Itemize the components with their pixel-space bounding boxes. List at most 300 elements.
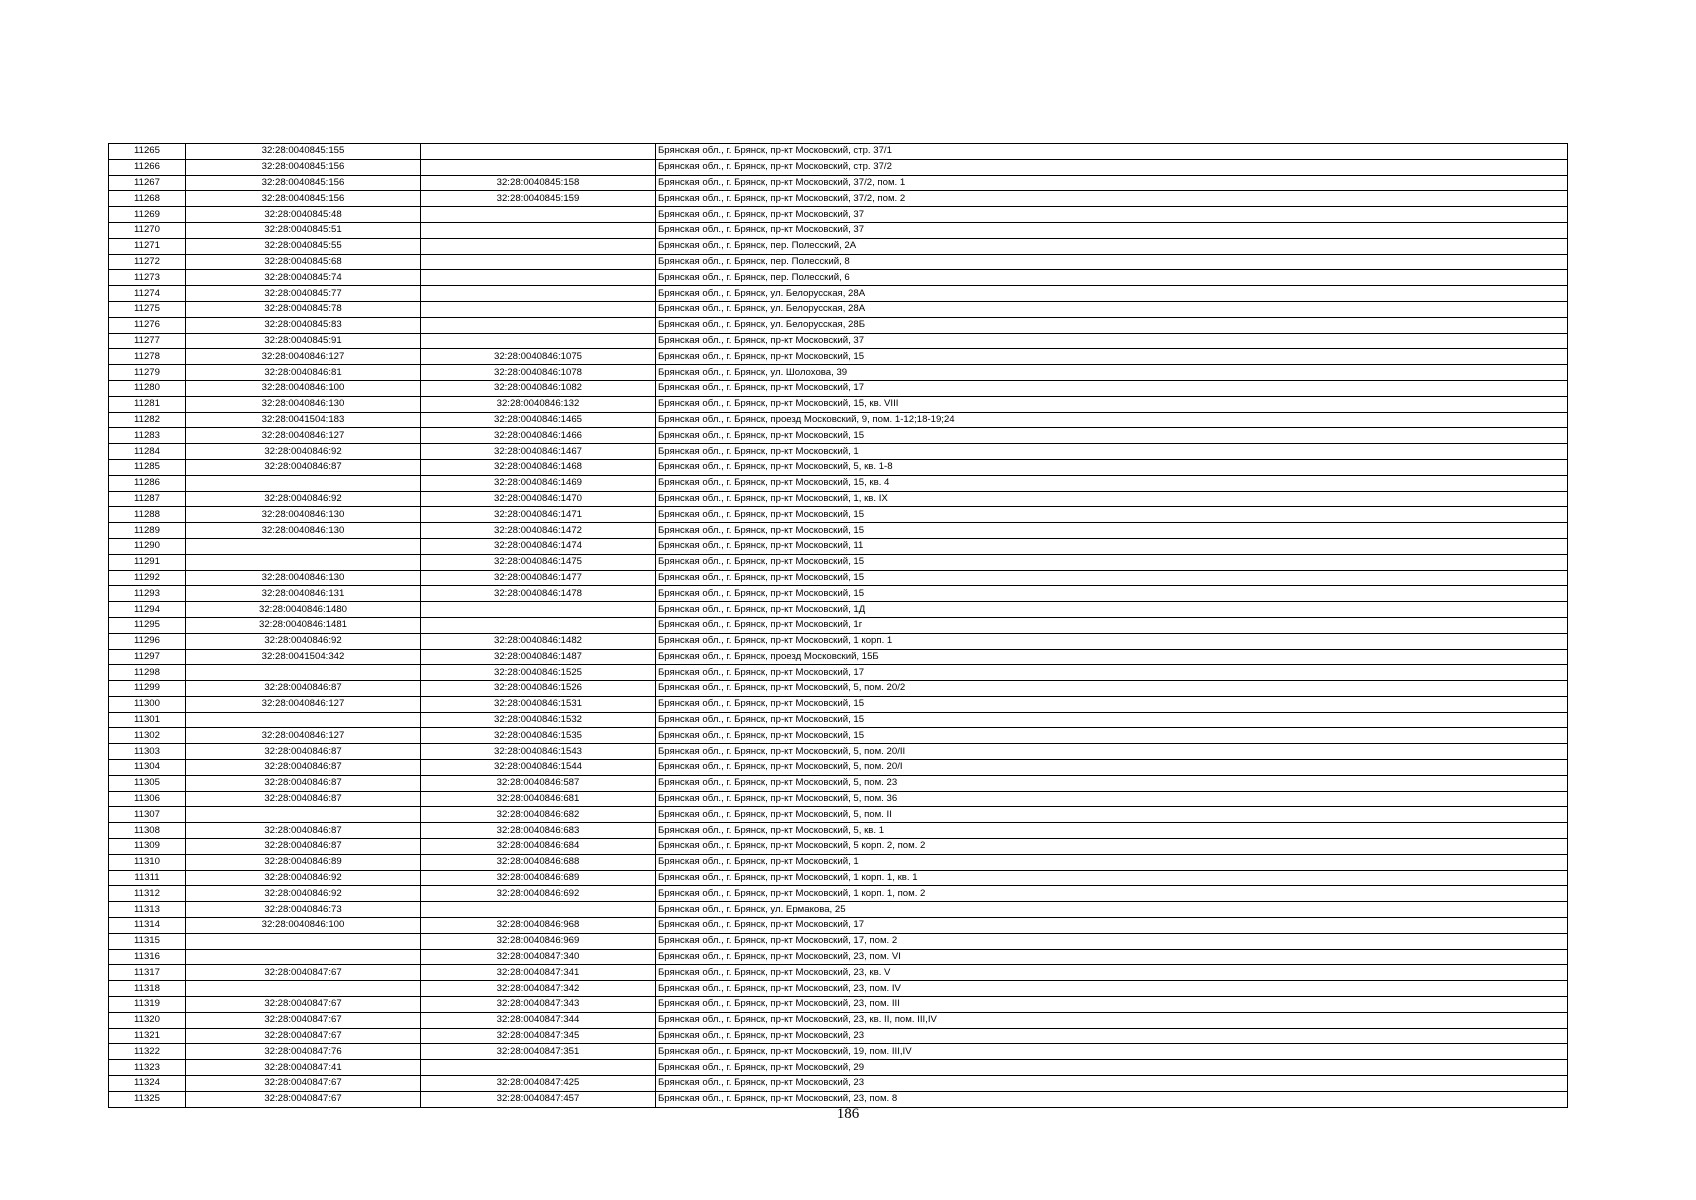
address-cell: Брянская обл., г. Брянск, пр-кт Московский, 15 xyxy=(656,554,1568,570)
table-row xyxy=(109,1091,1568,1107)
row-number-cell: 11291 xyxy=(109,554,186,570)
object-cadastral-number-cell: 32:28:0040846:1474 xyxy=(421,538,656,554)
row-number-cell: 11296 xyxy=(109,633,186,649)
table-row xyxy=(109,854,1568,870)
object-cadastral-number-cell: 32:28:0040846:1469 xyxy=(421,475,656,491)
table-row xyxy=(109,886,1568,902)
table-row xyxy=(109,523,1568,539)
table-row xyxy=(109,459,1568,475)
address-cell: Брянская обл., г. Брянск, пр-кт Московский, 1 корп. 1, пом. 2 xyxy=(656,886,1568,902)
cadastral-number-cell: 32:28:0040845:156 xyxy=(186,175,421,191)
object-cadastral-number-cell xyxy=(421,222,656,238)
object-cadastral-number-cell: 32:28:0040846:1487 xyxy=(421,649,656,665)
row-number-cell: 11292 xyxy=(109,570,186,586)
table-row xyxy=(109,760,1568,776)
table-row xyxy=(109,301,1568,317)
row-number-cell: 11301 xyxy=(109,712,186,728)
cadastral-number-cell: 32:28:0040845:51 xyxy=(186,222,421,238)
table-row xyxy=(109,207,1568,223)
object-cadastral-number-cell: 32:28:0040846:1475 xyxy=(421,554,656,570)
row-number-cell: 11303 xyxy=(109,744,186,760)
object-cadastral-number-cell: 32:28:0040846:1535 xyxy=(421,728,656,744)
object-cadastral-number-cell: 32:28:0040846:682 xyxy=(421,807,656,823)
row-number-cell: 11311 xyxy=(109,870,186,886)
address-cell: Брянская обл., г. Брянск, пр-кт Московский, 1 корп. 1, кв. 1 xyxy=(656,870,1568,886)
cadastral-number-cell: 32:28:0040846:127 xyxy=(186,728,421,744)
address-cell: Брянская обл., г. Брянск, ул. Ермакова, 25 xyxy=(656,902,1568,918)
address-cell: Брянская обл., г. Брянск, проезд Московский, 15Б xyxy=(656,649,1568,665)
row-number-cell: 11282 xyxy=(109,412,186,428)
table-row xyxy=(109,902,1568,918)
table-row xyxy=(109,744,1568,760)
object-cadastral-number-cell: 32:28:0040846:969 xyxy=(421,933,656,949)
table-row xyxy=(109,396,1568,412)
object-cadastral-number-cell xyxy=(421,1060,656,1076)
table-row xyxy=(109,507,1568,523)
object-cadastral-number-cell: 32:28:0040847:457 xyxy=(421,1091,656,1107)
table-row xyxy=(109,380,1568,396)
address-cell: Брянская обл., г. Брянск, пр-кт Московский, 5, пом. 23 xyxy=(656,775,1568,791)
table-row xyxy=(109,144,1568,160)
cadastral-number-cell: 32:28:0040846:131 xyxy=(186,586,421,602)
row-number-cell: 11281 xyxy=(109,396,186,412)
address-cell: Брянская обл., г. Брянск, пр-кт Московский, 23 xyxy=(656,1076,1568,1092)
cadastral-number-cell: 32:28:0040845:156 xyxy=(186,159,421,175)
cadastral-number-cell xyxy=(186,665,421,681)
object-cadastral-number-cell xyxy=(421,317,656,333)
address-cell: Брянская обл., г. Брянск, пр-кт Московский, 5, кв. 1 xyxy=(656,823,1568,839)
cadastral-number-cell: 32:28:0040846:1480 xyxy=(186,602,421,618)
table-row xyxy=(109,475,1568,491)
row-number-cell: 11289 xyxy=(109,523,186,539)
row-number-cell: 11294 xyxy=(109,602,186,618)
row-number-cell: 11322 xyxy=(109,1044,186,1060)
cadastral-number-cell: 32:28:0040847:67 xyxy=(186,1076,421,1092)
address-cell: Брянская обл., г. Брянск, пр-кт Московский, 23 xyxy=(656,1028,1568,1044)
address-cell: Брянская обл., г. Брянск, пр-кт Московский, 17 xyxy=(656,918,1568,934)
row-number-cell: 11290 xyxy=(109,538,186,554)
address-cell: Брянская обл., г. Брянск, пр-кт Московский, 11 xyxy=(656,538,1568,554)
cadastral-number-cell: 32:28:0040845:78 xyxy=(186,301,421,317)
address-cell: Брянская обл., г. Брянск, проезд Московский, 9, пом. 1-12;18-19;24 xyxy=(656,412,1568,428)
row-number-cell: 11269 xyxy=(109,207,186,223)
address-cell: Брянская обл., г. Брянск, пр-кт Московский, 17 xyxy=(656,665,1568,681)
cadastral-number-cell: 32:28:0041504:342 xyxy=(186,649,421,665)
row-number-cell: 11324 xyxy=(109,1076,186,1092)
object-cadastral-number-cell: 32:28:0040846:1478 xyxy=(421,586,656,602)
table-row xyxy=(109,175,1568,191)
row-number-cell: 11271 xyxy=(109,238,186,254)
cadastral-number-cell: 32:28:0040846:87 xyxy=(186,459,421,475)
cadastral-number-cell: 32:28:0040846:127 xyxy=(186,428,421,444)
object-cadastral-number-cell: 32:28:0040847:341 xyxy=(421,965,656,981)
row-number-cell: 11287 xyxy=(109,491,186,507)
row-number-cell: 11279 xyxy=(109,365,186,381)
address-cell: Брянская обл., г. Брянск, ул. Белорусская, 28Б xyxy=(656,317,1568,333)
address-cell: Брянская обл., г. Брянск, пр-кт Московский, 37 xyxy=(656,207,1568,223)
address-cell: Брянская обл., г. Брянск, пр-кт Московский, 5, пом. 20/II xyxy=(656,744,1568,760)
table-row xyxy=(109,365,1568,381)
object-cadastral-number-cell xyxy=(421,902,656,918)
row-number-cell: 11325 xyxy=(109,1091,186,1107)
page-number: 186 xyxy=(836,1106,860,1122)
row-number-cell: 11309 xyxy=(109,839,186,855)
row-number-cell: 11273 xyxy=(109,270,186,286)
table-row xyxy=(109,696,1568,712)
object-cadastral-number-cell: 32:28:0040846:1482 xyxy=(421,633,656,649)
object-cadastral-number-cell: 32:28:0040846:1526 xyxy=(421,681,656,697)
object-cadastral-number-cell xyxy=(421,207,656,223)
cadastral-number-cell: 32:28:0040846:87 xyxy=(186,791,421,807)
object-cadastral-number-cell: 32:28:0040846:1477 xyxy=(421,570,656,586)
property-register-table xyxy=(108,143,1568,1108)
row-number-cell: 11305 xyxy=(109,775,186,791)
object-cadastral-number-cell: 32:28:0040846:688 xyxy=(421,854,656,870)
table-row xyxy=(109,570,1568,586)
address-cell: Брянская обл., г. Брянск, пр-кт Московский, 1Д xyxy=(656,602,1568,618)
object-cadastral-number-cell: 32:28:0040847:343 xyxy=(421,997,656,1013)
cadastral-number-cell: 32:28:0040847:76 xyxy=(186,1044,421,1060)
object-cadastral-number-cell: 32:28:0040847:340 xyxy=(421,949,656,965)
address-cell: Брянская обл., г. Брянск, пр-кт Московский, 1 корп. 1 xyxy=(656,633,1568,649)
row-number-cell: 11302 xyxy=(109,728,186,744)
row-number-cell: 11295 xyxy=(109,617,186,633)
cadastral-number-cell: 32:28:0040846:92 xyxy=(186,491,421,507)
cadastral-number-cell: 32:28:0040845:48 xyxy=(186,207,421,223)
row-number-cell: 11300 xyxy=(109,696,186,712)
cadastral-number-cell: 32:28:0040846:87 xyxy=(186,760,421,776)
cadastral-number-cell: 32:28:0040846:100 xyxy=(186,380,421,396)
table-row xyxy=(109,270,1568,286)
object-cadastral-number-cell: 32:28:0040846:1468 xyxy=(421,459,656,475)
object-cadastral-number-cell: 32:28:0040846:1532 xyxy=(421,712,656,728)
address-cell: Брянская обл., г. Брянск, пр-кт Московский, 37 xyxy=(656,222,1568,238)
address-cell: Брянская обл., г. Брянск, пер. Полесский, 6 xyxy=(656,270,1568,286)
table-row xyxy=(109,538,1568,554)
address-cell: Брянская обл., г. Брянск, пер. Полесский, 2А xyxy=(656,238,1568,254)
cadastral-number-cell: 32:28:0040845:55 xyxy=(186,238,421,254)
table-row xyxy=(109,918,1568,934)
address-cell: Брянская обл., г. Брянск, пр-кт Московский, 1 xyxy=(656,854,1568,870)
table-row xyxy=(109,933,1568,949)
address-cell: Брянская обл., г. Брянск, пр-кт Московский, 1 xyxy=(656,444,1568,460)
cadastral-number-cell xyxy=(186,949,421,965)
cadastral-number-cell xyxy=(186,712,421,728)
row-number-cell: 11268 xyxy=(109,191,186,207)
table-row xyxy=(109,665,1568,681)
row-number-cell: 11304 xyxy=(109,760,186,776)
row-number-cell: 11308 xyxy=(109,823,186,839)
row-number-cell: 11310 xyxy=(109,854,186,870)
row-number-cell: 11314 xyxy=(109,918,186,934)
address-cell: Брянская обл., г. Брянск, пр-кт Московский, 1г xyxy=(656,617,1568,633)
address-cell: Брянская обл., г. Брянск, пр-кт Московский, 37/2, пом. 2 xyxy=(656,191,1568,207)
row-number-cell: 11280 xyxy=(109,380,186,396)
address-cell: Брянская обл., г. Брянск, пр-кт Московский, 5, пом. 20/I xyxy=(656,760,1568,776)
row-number-cell: 11270 xyxy=(109,222,186,238)
cadastral-number-cell: 32:28:0040846:130 xyxy=(186,396,421,412)
row-number-cell: 11298 xyxy=(109,665,186,681)
row-number-cell: 11323 xyxy=(109,1060,186,1076)
address-cell: Брянская обл., г. Брянск, пр-кт Московский, 5 корп. 2, пом. 2 xyxy=(656,839,1568,855)
object-cadastral-number-cell: 32:28:0040846:684 xyxy=(421,839,656,855)
object-cadastral-number-cell: 32:28:0040846:1543 xyxy=(421,744,656,760)
cadastral-number-cell: 32:28:0040846:92 xyxy=(186,444,421,460)
row-number-cell: 11283 xyxy=(109,428,186,444)
object-cadastral-number-cell: 32:28:0040846:1471 xyxy=(421,507,656,523)
cadastral-number-cell: 32:28:0040846:127 xyxy=(186,696,421,712)
cadastral-number-cell: 32:28:0040846:92 xyxy=(186,886,421,902)
address-cell: Брянская обл., г. Брянск, пер. Полесский, 8 xyxy=(656,254,1568,270)
cadastral-number-cell: 32:28:0040846:81 xyxy=(186,365,421,381)
table-row xyxy=(109,554,1568,570)
address-cell: Брянская обл., г. Брянск, пр-кт Московский, стр. 37/1 xyxy=(656,144,1568,160)
object-cadastral-number-cell: 32:28:0040847:345 xyxy=(421,1028,656,1044)
table-row xyxy=(109,728,1568,744)
row-number-cell: 11275 xyxy=(109,301,186,317)
cadastral-number-cell xyxy=(186,538,421,554)
object-cadastral-number-cell: 32:28:0040847:344 xyxy=(421,1012,656,1028)
object-cadastral-number-cell: 32:28:0040846:1472 xyxy=(421,523,656,539)
cadastral-number-cell: 32:28:0040847:67 xyxy=(186,1091,421,1107)
cadastral-number-cell: 32:28:0040846:92 xyxy=(186,870,421,886)
object-cadastral-number-cell: 32:28:0040846:1467 xyxy=(421,444,656,460)
table-row xyxy=(109,823,1568,839)
cadastral-number-cell: 32:28:0040846:127 xyxy=(186,349,421,365)
row-number-cell: 11306 xyxy=(109,791,186,807)
table-row xyxy=(109,965,1568,981)
object-cadastral-number-cell: 32:28:0040846:692 xyxy=(421,886,656,902)
table-row xyxy=(109,617,1568,633)
address-cell: Брянская обл., г. Брянск, ул. Белорусская, 28А xyxy=(656,286,1568,302)
object-cadastral-number-cell: 32:28:0040846:1078 xyxy=(421,365,656,381)
address-cell: Брянская обл., г. Брянск, пр-кт Московский, 37/2, пом. 1 xyxy=(656,175,1568,191)
table-row xyxy=(109,633,1568,649)
address-cell: Брянская обл., г. Брянск, пр-кт Московский, 15, кв. VIII xyxy=(656,396,1568,412)
table-row xyxy=(109,159,1568,175)
address-cell: Брянская обл., г. Брянск, пр-кт Московский, 15 xyxy=(656,349,1568,365)
address-cell: Брянская обл., г. Брянск, пр-кт Московский, 5, пом. 36 xyxy=(656,791,1568,807)
table-row xyxy=(109,1076,1568,1092)
row-number-cell: 11297 xyxy=(109,649,186,665)
object-cadastral-number-cell: 32:28:0040846:681 xyxy=(421,791,656,807)
object-cadastral-number-cell: 32:28:0040847:351 xyxy=(421,1044,656,1060)
object-cadastral-number-cell xyxy=(421,270,656,286)
table-row xyxy=(109,775,1568,791)
table-row xyxy=(109,428,1568,444)
address-cell: Брянская обл., г. Брянск, пр-кт Московский, 15 xyxy=(656,728,1568,744)
object-cadastral-number-cell: 32:28:0040845:159 xyxy=(421,191,656,207)
row-number-cell: 11278 xyxy=(109,349,186,365)
address-cell: Брянская обл., г. Брянск, пр-кт Московский, 29 xyxy=(656,1060,1568,1076)
object-cadastral-number-cell: 32:28:0040846:1466 xyxy=(421,428,656,444)
cadastral-number-cell: 32:28:0040847:41 xyxy=(186,1060,421,1076)
row-number-cell: 11266 xyxy=(109,159,186,175)
row-number-cell: 11286 xyxy=(109,475,186,491)
row-number-cell: 11319 xyxy=(109,997,186,1013)
object-cadastral-number-cell: 32:28:0040847:425 xyxy=(421,1076,656,1092)
row-number-cell: 11288 xyxy=(109,507,186,523)
address-cell: Брянская обл., г. Брянск, пр-кт Московский, 15 xyxy=(656,712,1568,728)
address-cell: Брянская обл., г. Брянск, пр-кт Московский, 15 xyxy=(656,428,1568,444)
object-cadastral-number-cell: 32:28:0040846:132 xyxy=(421,396,656,412)
object-cadastral-number-cell: 32:28:0040846:1465 xyxy=(421,412,656,428)
object-cadastral-number-cell: 32:28:0040847:342 xyxy=(421,981,656,997)
row-number-cell: 11293 xyxy=(109,586,186,602)
object-cadastral-number-cell xyxy=(421,617,656,633)
table-row xyxy=(109,238,1568,254)
object-cadastral-number-cell xyxy=(421,254,656,270)
row-number-cell: 11315 xyxy=(109,933,186,949)
table-row xyxy=(109,712,1568,728)
row-number-cell: 11276 xyxy=(109,317,186,333)
address-cell: Брянская обл., г. Брянск, пр-кт Московский, 5, пом. II xyxy=(656,807,1568,823)
row-number-cell: 11284 xyxy=(109,444,186,460)
object-cadastral-number-cell: 32:28:0040846:1531 xyxy=(421,696,656,712)
address-cell: Брянская обл., г. Брянск, пр-кт Московский, 23, кв. V xyxy=(656,965,1568,981)
cadastral-number-cell xyxy=(186,981,421,997)
cadastral-number-cell xyxy=(186,475,421,491)
table-row xyxy=(109,1060,1568,1076)
object-cadastral-number-cell: 32:28:0040846:1470 xyxy=(421,491,656,507)
cadastral-number-cell: 32:28:0040846:130 xyxy=(186,507,421,523)
object-cadastral-number-cell: 32:28:0040846:1544 xyxy=(421,760,656,776)
row-number-cell: 11272 xyxy=(109,254,186,270)
row-number-cell: 11317 xyxy=(109,965,186,981)
table-row xyxy=(109,1044,1568,1060)
table-row xyxy=(109,997,1568,1013)
row-number-cell: 11321 xyxy=(109,1028,186,1044)
address-cell: Брянская обл., г. Брянск, пр-кт Московский, 23, пом. IV xyxy=(656,981,1568,997)
table-row xyxy=(109,333,1568,349)
cadastral-number-cell: 32:28:0040845:77 xyxy=(186,286,421,302)
address-cell: Брянская обл., г. Брянск, пр-кт Московский, 15 xyxy=(656,523,1568,539)
table-row xyxy=(109,412,1568,428)
cadastral-number-cell: 32:28:0040847:67 xyxy=(186,1028,421,1044)
address-cell: Брянская обл., г. Брянск, пр-кт Московский, 37 xyxy=(656,333,1568,349)
table-row xyxy=(109,491,1568,507)
cadastral-number-cell: 32:28:0040847:67 xyxy=(186,1012,421,1028)
cadastral-number-cell: 32:28:0040846:130 xyxy=(186,570,421,586)
cadastral-number-cell: 32:28:0040845:74 xyxy=(186,270,421,286)
table-row xyxy=(109,870,1568,886)
row-number-cell: 11312 xyxy=(109,886,186,902)
object-cadastral-number-cell: 32:28:0040846:689 xyxy=(421,870,656,886)
cadastral-number-cell: 32:28:0040846:89 xyxy=(186,854,421,870)
address-cell: Брянская обл., г. Брянск, пр-кт Московский, 5, кв. 1-8 xyxy=(656,459,1568,475)
address-cell: Брянская обл., г. Брянск, пр-кт Московский, 1, кв. IX xyxy=(656,491,1568,507)
table-row xyxy=(109,807,1568,823)
table-row xyxy=(109,444,1568,460)
cadastral-number-cell: 32:28:0040846:92 xyxy=(186,633,421,649)
object-cadastral-number-cell xyxy=(421,301,656,317)
cadastral-number-cell: 32:28:0040847:67 xyxy=(186,997,421,1013)
object-cadastral-number-cell: 32:28:0040846:1525 xyxy=(421,665,656,681)
address-cell: Брянская обл., г. Брянск, пр-кт Московский, 15 xyxy=(656,507,1568,523)
cadastral-number-cell: 32:28:0041504:183 xyxy=(186,412,421,428)
address-cell: Брянская обл., г. Брянск, пр-кт Московский, 19, пом. III,IV xyxy=(656,1044,1568,1060)
cadastral-number-cell xyxy=(186,807,421,823)
table-row xyxy=(109,349,1568,365)
cadastral-number-cell: 32:28:0040846:73 xyxy=(186,902,421,918)
address-cell: Брянская обл., г. Брянск, ул. Белорусская, 28А xyxy=(656,301,1568,317)
address-cell: Брянская обл., г. Брянск, пр-кт Московский, 15 xyxy=(656,586,1568,602)
cadastral-number-cell: 32:28:0040845:68 xyxy=(186,254,421,270)
row-number-cell: 11285 xyxy=(109,459,186,475)
cadastral-number-cell: 32:28:0040846:87 xyxy=(186,839,421,855)
table-row xyxy=(109,1028,1568,1044)
address-cell: Брянская обл., г. Брянск, пр-кт Московский, 17, пом. 2 xyxy=(656,933,1568,949)
row-number-cell: 11307 xyxy=(109,807,186,823)
cadastral-number-cell: 32:28:0040846:100 xyxy=(186,918,421,934)
table-row xyxy=(109,602,1568,618)
cadastral-number-cell: 32:28:0040845:83 xyxy=(186,317,421,333)
cadastral-number-cell: 32:28:0040846:87 xyxy=(186,823,421,839)
cadastral-number-cell xyxy=(186,554,421,570)
address-cell: Брянская обл., г. Брянск, пр-кт Московский, 15 xyxy=(656,696,1568,712)
object-cadastral-number-cell xyxy=(421,602,656,618)
table-row xyxy=(109,222,1568,238)
table-row xyxy=(109,286,1568,302)
table-row xyxy=(109,1012,1568,1028)
row-number-cell: 11318 xyxy=(109,981,186,997)
object-cadastral-number-cell: 32:28:0040846:968 xyxy=(421,918,656,934)
cadastral-number-cell: 32:28:0040846:130 xyxy=(186,523,421,539)
cadastral-number-cell: 32:28:0040846:87 xyxy=(186,744,421,760)
table-row xyxy=(109,649,1568,665)
address-cell: Брянская обл., г. Брянск, пр-кт Московский, 23, пом. III xyxy=(656,997,1568,1013)
object-cadastral-number-cell: 32:28:0040846:683 xyxy=(421,823,656,839)
table-row xyxy=(109,586,1568,602)
cadastral-number-cell: 32:28:0040845:155 xyxy=(186,144,421,160)
row-number-cell: 11274 xyxy=(109,286,186,302)
object-cadastral-number-cell: 32:28:0040845:158 xyxy=(421,175,656,191)
cadastral-number-cell: 32:28:0040846:87 xyxy=(186,775,421,791)
address-cell: Брянская обл., г. Брянск, пр-кт Московский, 15 xyxy=(656,570,1568,586)
table-row xyxy=(109,191,1568,207)
address-cell: Брянская обл., г. Брянск, пр-кт Московский, 23, кв. II, пом. III,IV xyxy=(656,1012,1568,1028)
table-row xyxy=(109,949,1568,965)
object-cadastral-number-cell: 32:28:0040846:1075 xyxy=(421,349,656,365)
object-cadastral-number-cell: 32:28:0040846:587 xyxy=(421,775,656,791)
table-row xyxy=(109,981,1568,997)
object-cadastral-number-cell: 32:28:0040846:1082 xyxy=(421,380,656,396)
object-cadastral-number-cell xyxy=(421,144,656,160)
cadastral-number-cell: 32:28:0040847:67 xyxy=(186,965,421,981)
cadastral-number-cell: 32:28:0040845:91 xyxy=(186,333,421,349)
row-number-cell: 11313 xyxy=(109,902,186,918)
object-cadastral-number-cell xyxy=(421,159,656,175)
address-cell: Брянская обл., г. Брянск, пр-кт Московский, 15, кв. 4 xyxy=(656,475,1568,491)
address-cell: Брянская обл., г. Брянск, пр-кт Московский, 23, пом. 8 xyxy=(656,1091,1568,1107)
address-cell: Брянская обл., г. Брянск, пр-кт Московский, 23, пом. VI xyxy=(656,949,1568,965)
table-row xyxy=(109,791,1568,807)
object-cadastral-number-cell xyxy=(421,333,656,349)
row-number-cell: 11265 xyxy=(109,144,186,160)
row-number-cell: 11267 xyxy=(109,175,186,191)
cadastral-number-cell: 32:28:0040846:1481 xyxy=(186,617,421,633)
object-cadastral-number-cell xyxy=(421,238,656,254)
table-row xyxy=(109,681,1568,697)
address-cell: Брянская обл., г. Брянск, пр-кт Московский, стр. 37/2 xyxy=(656,159,1568,175)
table-row xyxy=(109,254,1568,270)
row-number-cell: 11316 xyxy=(109,949,186,965)
row-number-cell: 11320 xyxy=(109,1012,186,1028)
address-cell: Брянская обл., г. Брянск, ул. Шолохова, 39 xyxy=(656,365,1568,381)
table-row xyxy=(109,839,1568,855)
table-row xyxy=(109,317,1568,333)
table-body xyxy=(109,144,1568,1108)
